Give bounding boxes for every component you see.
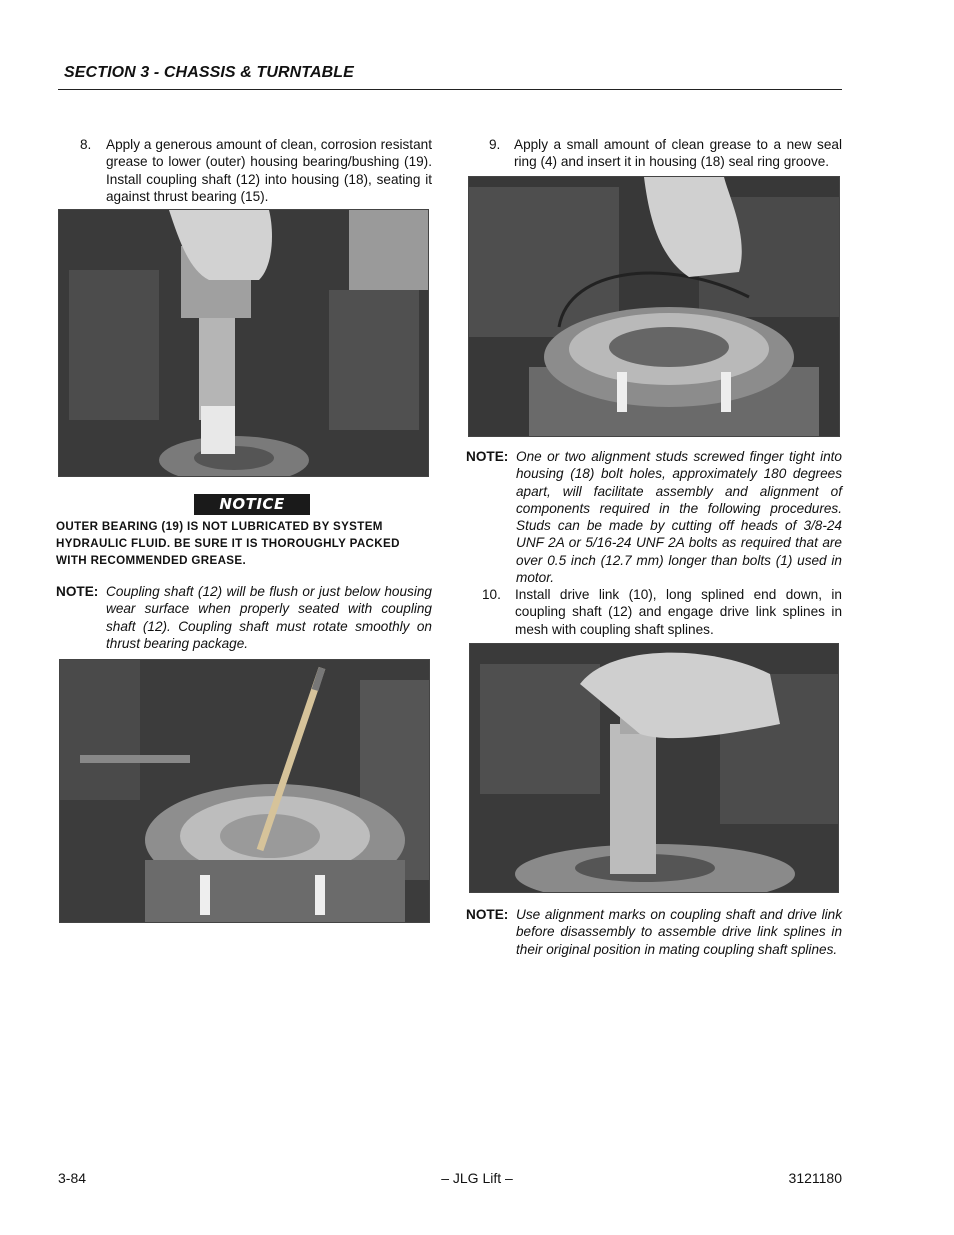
note-alignment-studs (466, 448, 842, 586)
step-number: 8. (80, 137, 92, 152)
step-text: Apply a small amount of clean grease to a new seal ring (4) and insert it in housing (18) seal ring groove. (514, 137, 842, 170)
notice-text: OUTER BEARING (19) IS NOT LUBRICATED BY SYSTEM HYDRAULIC FLUID. BE SURE IT IS THOROUGHLY PACKED WITH RECOMMENDED GREASE. (56, 520, 400, 567)
step-8 (80, 136, 432, 206)
footer-center: – JLG Lift – (441, 1170, 513, 1186)
photo-drive-link (469, 643, 839, 893)
note-label: NOTE: (466, 449, 509, 464)
step-text: Install drive link (10), long splined end down, in coupling shaft (12) and engage drive link splines in mesh with coupling shaft splines. (515, 587, 842, 637)
photo-pencil-housing (59, 659, 430, 923)
section-title: SECTION 3 - CHASSIS & TURNTABLE (64, 64, 354, 81)
note-label: NOTE: (56, 584, 99, 599)
step-10 (482, 586, 842, 638)
notice-badge: NOTICE (194, 494, 310, 515)
note-text: Coupling shaft (12) will be flush or just below housing wear surface when properly seated with coupling shaft (12). Coupling shaft must rotate smoothly on thrust bearing package. (106, 584, 432, 651)
doc-number: 3121180 (788, 1170, 842, 1186)
photo-seal-ring (468, 176, 840, 437)
note-coupling-shaft (56, 583, 432, 653)
page-number: 3-84 (58, 1170, 87, 1186)
note-text: Use alignment marks on coupling shaft and drive link before disassembly to assemble drive link splines in their original position in mating coupling shaft splines. (516, 907, 842, 957)
photo-coupling-shaft-install (58, 209, 429, 477)
step-text: Apply a generous amount of clean, corrosion resistant grease to lower (outer) housing bearing/bushing (19). Install coupling shaft (12) into housing (18), seating it against thrust bearing (15). (106, 137, 432, 204)
note-text: One or two alignment studs screwed finger tight into housing (18) bolt holes, approximately 180 degrees apart, will facilitate assembly and alignment of components required in the following procedures. Studs can be made by cutting off heads of 3/8-24 UNF 2A or 5/16-24 UNF 2A bolts as required that are over 0.5 inch (12.7 mm) longer than bolts (1) used in motor. (516, 449, 842, 586)
header-rule (58, 89, 842, 90)
note-alignment-marks (466, 906, 842, 976)
note-label: NOTE: (466, 907, 509, 922)
step-number: 10. (482, 587, 501, 602)
step-number: 9. (489, 137, 501, 152)
step-9 (489, 136, 842, 172)
